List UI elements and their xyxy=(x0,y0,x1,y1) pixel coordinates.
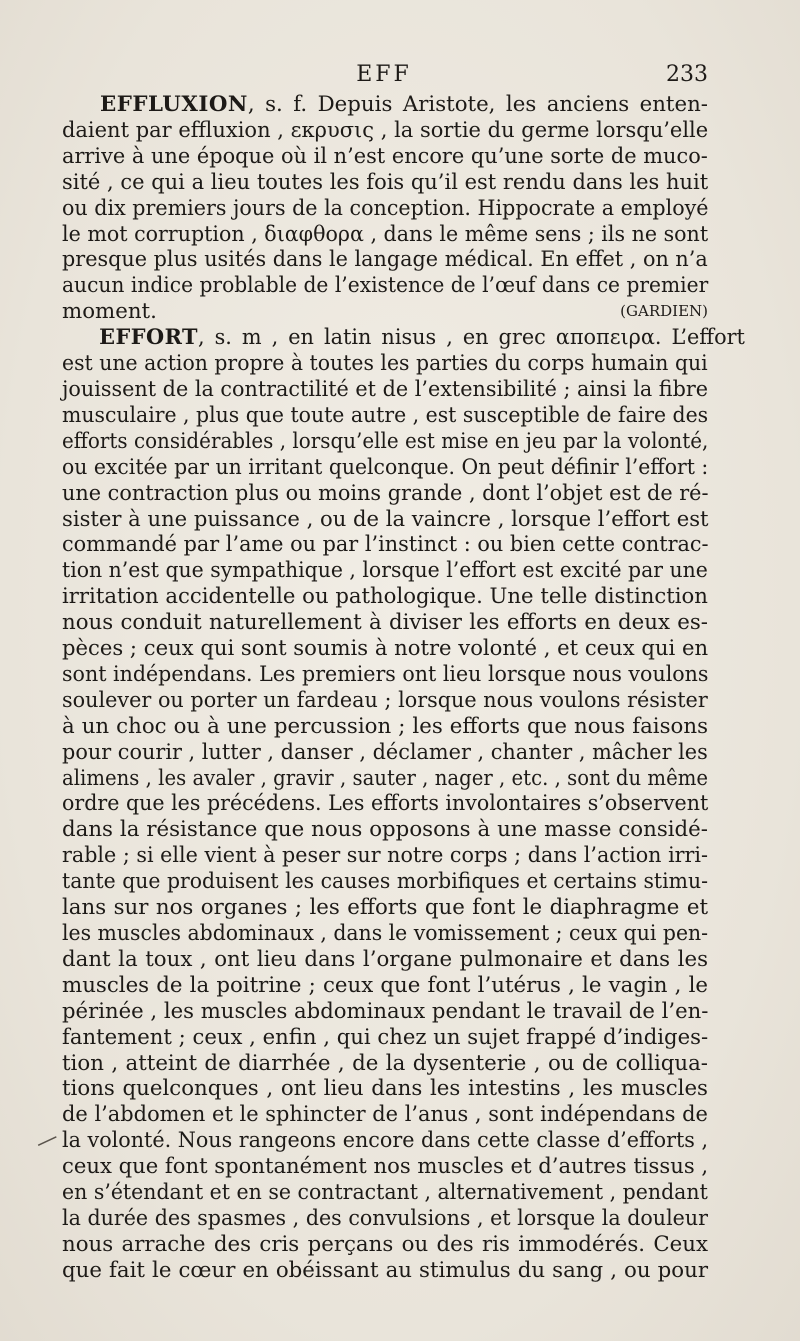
running-head: EFF xyxy=(356,62,412,87)
text-line: pour courir , lutter , danser , déclamer , chanter , mâcher les xyxy=(62,739,708,765)
text-line: sité , ce qui a lieu toutes les fois qu’il est rendu dans les huit xyxy=(62,169,709,195)
text-line: nous conduit naturellement à diviser les efforts en deux es- xyxy=(62,610,708,636)
text-line: fantement ; ceux , enfin , qui chez un sujet frappé d’indiges- xyxy=(62,1024,709,1050)
text-line: la durée des spasmes , des convulsions , et lorsque la douleur xyxy=(62,1205,708,1231)
text-line: , s. m , en latin nisus , en grec αποπειρα. L’effort xyxy=(198,325,745,351)
text-line: tions quelconques , ont lieu dans les intestins , les muscles xyxy=(62,1076,708,1102)
text-line: alimens , les avaler , gravir , sauter , nager , etc. , sont du même xyxy=(62,765,709,791)
text-line: musculaire , plus que toute autre , est susceptible de faire des xyxy=(62,402,709,428)
text-line: sont indépendans. Les premiers ont lieu lorsque nous voulons xyxy=(62,661,709,687)
text-line: ou excitée par un irritant quelconque. On peut définir l’effort : xyxy=(62,454,709,480)
text-line: jouissent de la contractilité et de l’extensibilité ; ainsi la fibre xyxy=(62,376,709,402)
text-line: tion , atteint de diarrhée , de la dysenterie , ou de colliqua- xyxy=(62,1050,708,1076)
text-line: sister à une puissance , ou de la vaincre , lorsque l’effort est xyxy=(62,506,709,532)
text-line: que fait le cœur en obéissant au stimulus du sang , ou pour xyxy=(62,1257,708,1283)
text-line: les muscles abdominaux , dans le vomissement ; ceux qui pen- xyxy=(62,921,709,946)
text-line: à un choc ou à une percussion ; les efforts que nous faisons xyxy=(62,713,708,739)
entry-last-line xyxy=(62,299,708,325)
text-line: ordre que les précédens. Les efforts involontaires s’observent xyxy=(62,791,709,817)
text-line: tion n’est que sympathique , lorsque l’effort est excité par une xyxy=(62,558,708,584)
text-line: lans sur nos organes ; les efforts que font le diaphragme et xyxy=(62,895,708,921)
text-line: la volonté. Nous rangeons encore dans cette classe d’efforts , xyxy=(62,1128,709,1154)
text-line: est une action propre à toutes les parties du corps humain qui xyxy=(62,351,708,377)
text-line: le mot corruption , διαφθορα , dans le même sens ; ils ne sont xyxy=(62,221,709,247)
author-attribution: (GARDIEN) xyxy=(620,302,708,321)
text-line: dans la résistance que nous opposons à une masse considé- xyxy=(62,817,708,843)
text-line: ou dix premiers jours de la conception. Hippocrate a employé xyxy=(62,195,709,221)
headword-effluxion: EFFLUXION xyxy=(100,92,248,117)
text-line: moment. xyxy=(62,299,157,325)
text-line: tante que produisent les causes morbifiques et certains stimu- xyxy=(62,869,708,895)
text-line: en s’étendant et en se contractant , alternativement , pendant xyxy=(62,1180,708,1206)
text-line: soulever ou porter un fardeau ; lorsque nous voulons résister xyxy=(62,687,708,713)
headword-effort: EFFORT xyxy=(99,325,199,351)
text-line: presque plus usités dans le langage médical. En effet , on n’a xyxy=(62,247,708,273)
text-line: arrive à une époque où il n’est encore qu’une sorte de muco- xyxy=(62,143,708,169)
margin-stroke-mark: — xyxy=(31,1124,63,1157)
text-line: périnée , les muscles abdominaux pendant le travail de l’en- xyxy=(62,998,709,1024)
text-line: pèces ; ceux qui sont soumis à notre volonté , et ceux qui en xyxy=(62,636,709,662)
text-line: dant la toux , ont lieu dans l’organe pulmonaire et dans les xyxy=(62,946,708,972)
text-line: de l’abdomen et le sphincter de l’anus , sont indépendans de xyxy=(62,1102,708,1128)
text-line: daient par effluxion , εκρυσις , la sortie du germe lorsqu’elle xyxy=(62,117,709,143)
text-line: efforts considérables , lorsqu’elle est mise en jeu par la volonté, xyxy=(62,428,709,454)
text-line: ceux que font spontanément nos muscles et d’autres tissus , xyxy=(62,1154,709,1180)
body-text xyxy=(62,92,745,1284)
page-number: 233 xyxy=(666,62,708,87)
text-line: rable ; si elle vient à peser sur notre corps ; dans l’action irri- xyxy=(62,843,709,869)
entry-first-line xyxy=(62,92,708,118)
text-line: irritation accidentelle ou pathologique. Une telle distinction xyxy=(62,584,708,610)
text-line: muscles de la poitrine ; ceux que font l’utérus , le vagin , le xyxy=(62,972,708,998)
text-line: commandé par l’ame ou par l’instinct : ou bien cette contrac- xyxy=(62,532,709,558)
text-line: nous arrache des cris perçans ou des ris immodérés. Ceux xyxy=(62,1231,708,1257)
text-line: une contraction plus ou moins grande , dont l’objet est de ré- xyxy=(62,480,709,506)
page-header xyxy=(60,62,708,92)
text-line: , s. f. Depuis Aristote, les anciens enten- xyxy=(247,92,708,117)
entry-first-line xyxy=(62,325,745,351)
text-line: aucun indice problable de l’existence de l’œuf dans ce premier xyxy=(62,273,709,299)
